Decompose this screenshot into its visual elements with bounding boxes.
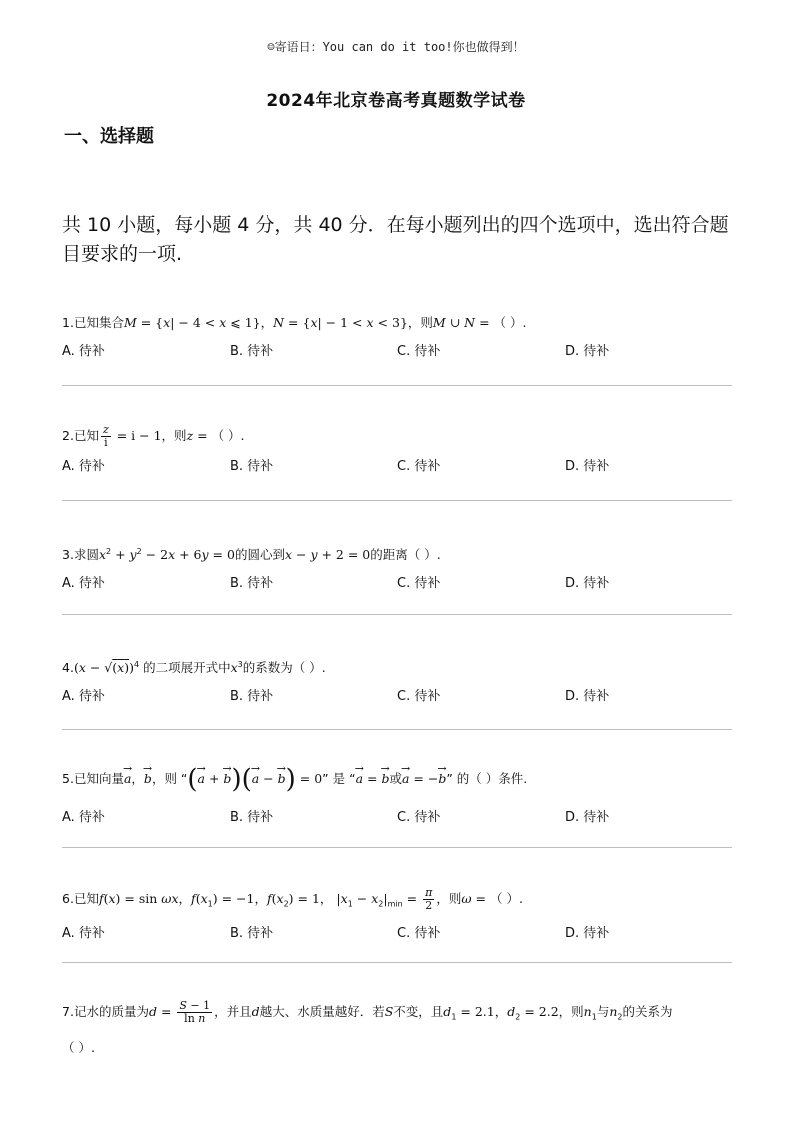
header-motto: ☺寄语日：You can do it too!你也做得到！ <box>267 40 525 54</box>
option-c[interactable]: C. 待补 <box>397 459 441 474</box>
option-c[interactable]: C. 待补 <box>397 576 441 592</box>
section-intro: 共 10 小题，每小题 4 分，共 40 分．在每小题列出的四个选项中，选出符合题目要求的一项. <box>62 214 729 265</box>
divider <box>62 614 732 615</box>
option-a[interactable]: A. 待补 <box>62 344 105 359</box>
option-b[interactable]: B. 待补 <box>230 689 274 705</box>
option-d[interactable]: D. 待补 <box>565 689 610 705</box>
option-b[interactable]: B. 待补 <box>230 344 274 359</box>
divider <box>62 729 732 730</box>
option-a[interactable]: A. 待补 <box>62 925 105 941</box>
question-stem: $4.(x - √(x))^4$ 的二项展开式中$x^3$的系数为（ ）. <box>62 660 326 676</box>
divider <box>62 962 732 963</box>
option-a[interactable]: A. 待补 <box>62 459 105 474</box>
option-d[interactable]: D. 待补 <box>565 459 610 474</box>
option-d[interactable]: D. 待补 <box>565 344 610 359</box>
question-5 <box>62 766 734 826</box>
divider <box>62 500 732 501</box>
question-7 <box>62 1000 734 1059</box>
question-stem: 5.已知向量→ a，→ b，则 “(→ a + → b)(→ a − → b) = 0” 是 “→ a = → b或→ a = −→ b” 的（ ）条件. <box>62 766 734 790</box>
option-d[interactable]: D. 待补 <box>565 810 610 825</box>
question-stem: 7.记水的质量为d = $\frac{S - 1}{\text{ln n}}$ ，并且d越大、水质量越好．若S不变，且$d_1 = 2.1$，$d_2 = 2.2$，则$n_1$与$n_2$的关系为 <box>62 999 673 1025</box>
answer-options <box>62 455 734 475</box>
answer-options <box>62 572 734 592</box>
option-c[interactable]: C. 待补 <box>397 344 441 359</box>
question-stem: 2.已知 $\frac{z}{i}$ = i − 1，则z = （ ）. <box>62 423 245 449</box>
option-b[interactable]: B. 待补 <box>230 576 274 592</box>
option-a[interactable]: A. 待补 <box>62 810 105 825</box>
divider <box>62 385 732 386</box>
divider <box>62 847 732 848</box>
option-a[interactable]: A. 待补 <box>62 576 105 592</box>
section-heading: 一、选择题 <box>64 126 154 147</box>
answer-options <box>62 922 734 942</box>
option-c[interactable]: C. 待补 <box>397 810 441 825</box>
answer-options <box>62 806 734 826</box>
question-6 <box>62 887 734 942</box>
option-d[interactable]: D. 待补 <box>565 576 610 592</box>
document-title: 2024年北京卷高考真题数学试卷 <box>266 91 526 111</box>
option-b[interactable]: B. 待补 <box>230 810 274 825</box>
option-d[interactable]: D. 待补 <box>565 925 610 941</box>
question-stem: 1.已知集合M = {x| − 4 < x ⩽ 1}，N = {x| − 1 < x < 3}，则M ∪ N = （ ）. <box>62 315 527 330</box>
answer-options <box>62 340 734 360</box>
option-b[interactable]: B. 待补 <box>230 925 274 941</box>
option-b[interactable]: B. 待补 <box>230 459 274 474</box>
question-1 <box>62 312 734 360</box>
option-a[interactable]: A. 待补 <box>62 689 105 705</box>
answer-options <box>62 685 734 705</box>
option-c[interactable]: C. 待补 <box>397 689 441 705</box>
question-stem-continued: （ ）. <box>62 1039 95 1055</box>
question-stem: 6.已知f(x) = sin ωx，$f(x_1) = -1$，$f(x_2) = 1$， $|x_1 - x_2|_{min}$ = $\frac{\pi}{2}$ ，则ω = （ ）. <box>62 886 523 912</box>
question-stem: 3.求圆$x^2 + y^2 - 2x + 6y = 0$的圆心到x − y + 2 = 0的距离（ ）. <box>62 547 441 563</box>
question-2 <box>62 424 734 475</box>
question-3 <box>62 541 734 592</box>
option-c[interactable]: C. 待补 <box>397 925 441 941</box>
question-4 <box>62 654 734 705</box>
